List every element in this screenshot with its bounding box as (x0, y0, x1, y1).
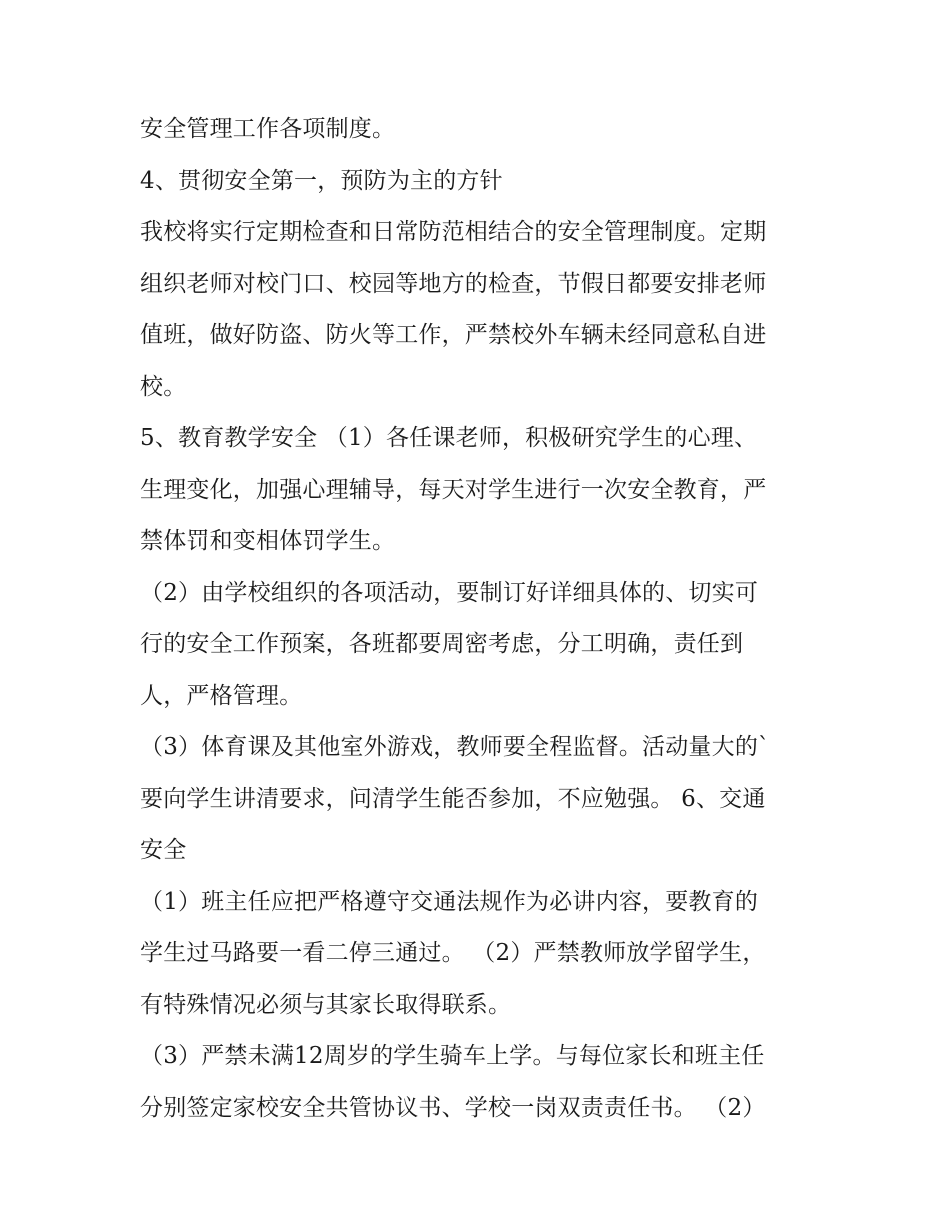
text-line: 要向学生讲清要求，问清学生能否参加，不应勉强。 6、交通 (140, 785, 766, 812)
text-line: （1）班主任应把严格遵守交通法规作为必讲内容，要教育的 (140, 888, 759, 915)
text-line: （3）体育课及其他室外游戏，教师要全程监督。活动量大的` (140, 734, 770, 760)
text-line: 组织老师对校门口、校园等地方的检查，节假日都要安排老师 (140, 270, 767, 297)
text-line: 行的安全工作预案，各班都要周密考虑，分工明确，责任到 (140, 631, 744, 657)
text-line: 安全 (140, 837, 187, 863)
text-line: 5、教育教学安全 （1）各任课老师，积极研究学生的心理、 (140, 425, 758, 451)
text-line: 我校将实行定期检查和日常防范相结合的安全管理制度。定期 (140, 219, 767, 245)
text-line: 分别签定家校安全共管协议书、学校一岗双责责任书。 （2） (140, 1094, 766, 1121)
text-line: 学生过马路要一看二停三通过。 （2）严禁教师放学留学生， (140, 940, 766, 966)
text-line: 生理变化，加强心理辅导，每天对学生进行一次安全教育，严 (140, 476, 767, 503)
document-body (140, 104, 820, 1134)
text-line: 校。 (140, 373, 187, 400)
text-line: 人，严格管理。 (140, 682, 303, 709)
text-line: 安全管理工作各项制度。 (140, 116, 396, 142)
text-line: 禁体罚和变相体罚学生。 (140, 528, 396, 554)
text-line: 4、贯彻安全第一，预防为主的方针 (140, 167, 503, 194)
text-line: （3）严禁未满12周岁的学生骑车上学。与每位家长和班主任 (140, 1043, 765, 1069)
text-line: 值班，做好防盗、防火等工作，严禁校外车辆未经同意私自进 (140, 322, 767, 348)
text-line: （2）由学校组织的各项活动，要制订好详细具体的、切实可 (140, 579, 759, 606)
text-line: 有特殊情况必须与其家长取得联系。 (140, 991, 512, 1018)
